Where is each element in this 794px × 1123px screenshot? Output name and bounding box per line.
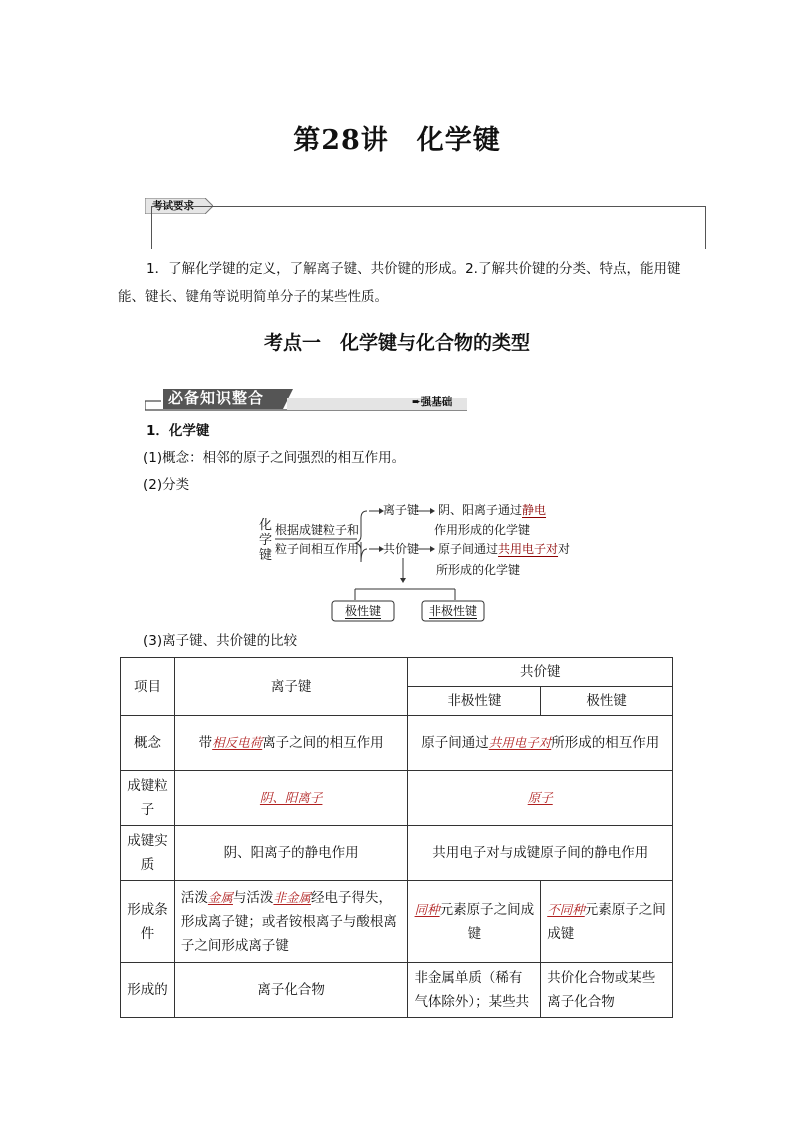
diagram-covalent-desc-2: 所形成的化学键: [436, 563, 521, 577]
polar-conditions: 不同种元素原子之间成键: [541, 881, 673, 963]
comparison-heading: (3)离子键、共价键的比较: [143, 633, 298, 649]
row-label-concept: 概念: [121, 716, 175, 771]
concept-line: (1)概念：相邻的原子之间强烈的相互作用。: [143, 450, 406, 466]
row-label-particles: 成键粒子: [121, 771, 175, 826]
diagram-covalent-desc: 原子间通过共用电子对对: [438, 542, 571, 556]
nonpolar-conditions: 同种元素原子之间成键: [408, 881, 541, 963]
covalent-essence: 共用电子对与成键原子间的静电作用: [408, 826, 673, 881]
header-ionic: 离子键: [174, 658, 408, 716]
diagram-ionic-desc: 阴、阳离子通过静电: [438, 503, 547, 517]
diagram-root: 化学键: [259, 518, 273, 563]
ionic-concept: 带相反电荷离子之间的相互作用: [174, 716, 408, 771]
row-label-formed: 形成的: [121, 963, 175, 1018]
ionic-particles: 阴、阳离子: [174, 771, 408, 826]
diagram-ionic: 离子键: [383, 503, 420, 517]
bond-classification-diagram: [255, 500, 575, 625]
ionic-conditions: 活泼金属与活泼非金属经电子得失，形成离子键；或者铵根离子与酸根离子之间形成离子键: [174, 881, 408, 963]
diagram-basis-2: 粒子间相互作用: [275, 542, 360, 556]
banner-label: 必备知识整合: [168, 389, 265, 407]
covalent-particles: 原子: [408, 771, 673, 826]
requirement-text: 1．了解化学键的定义，了解离子键、共价键的形成。2.了解共价键的分类、特点，能用键能、键长、键角等说明简单分子的某些性质。: [118, 261, 681, 305]
diagram-covalent: 共价键: [383, 542, 420, 556]
diagram-basis-1: 根据成键粒子和: [275, 523, 360, 537]
header-nonpolar: 非极性键: [408, 687, 541, 716]
header-item: 项目: [121, 658, 175, 716]
page-title: 第28讲 化学键: [293, 125, 501, 156]
diagram-polar-box: 极性键: [344, 604, 381, 618]
diagram-ionic-desc-2: 作用形成的化学键: [434, 523, 531, 537]
polar-formed: 共价化合物或某些离子化合物: [541, 963, 673, 1018]
banner-side-label: ➨强基础: [412, 396, 453, 408]
requirement-tag-label: 考试要求: [152, 200, 194, 212]
row-label-conditions: 形成条件: [121, 881, 175, 963]
nonpolar-formed: 非金属单质（稀有气体除外）；某些共: [408, 963, 541, 1018]
ionic-formed: 离子化合物: [174, 963, 408, 1018]
ionic-essence: 阴、阳离子的静电作用: [174, 826, 408, 881]
item-heading: 1．化学键: [146, 423, 210, 439]
section-title: 考点一 化学键与化合物的类型: [263, 332, 530, 354]
covalent-concept: 原子间通过共用电子对所形成的相互作用: [408, 716, 673, 771]
bond-comparison-table: [120, 657, 673, 1018]
header-polar: 极性键: [541, 687, 673, 716]
header-covalent: 共价键: [408, 658, 673, 687]
diagram-nonpolar-box: 非极性键: [428, 604, 477, 618]
row-label-essence: 成键实质: [121, 826, 175, 881]
classification-line: (2)分类: [143, 477, 190, 493]
requirement-box: [151, 206, 706, 249]
